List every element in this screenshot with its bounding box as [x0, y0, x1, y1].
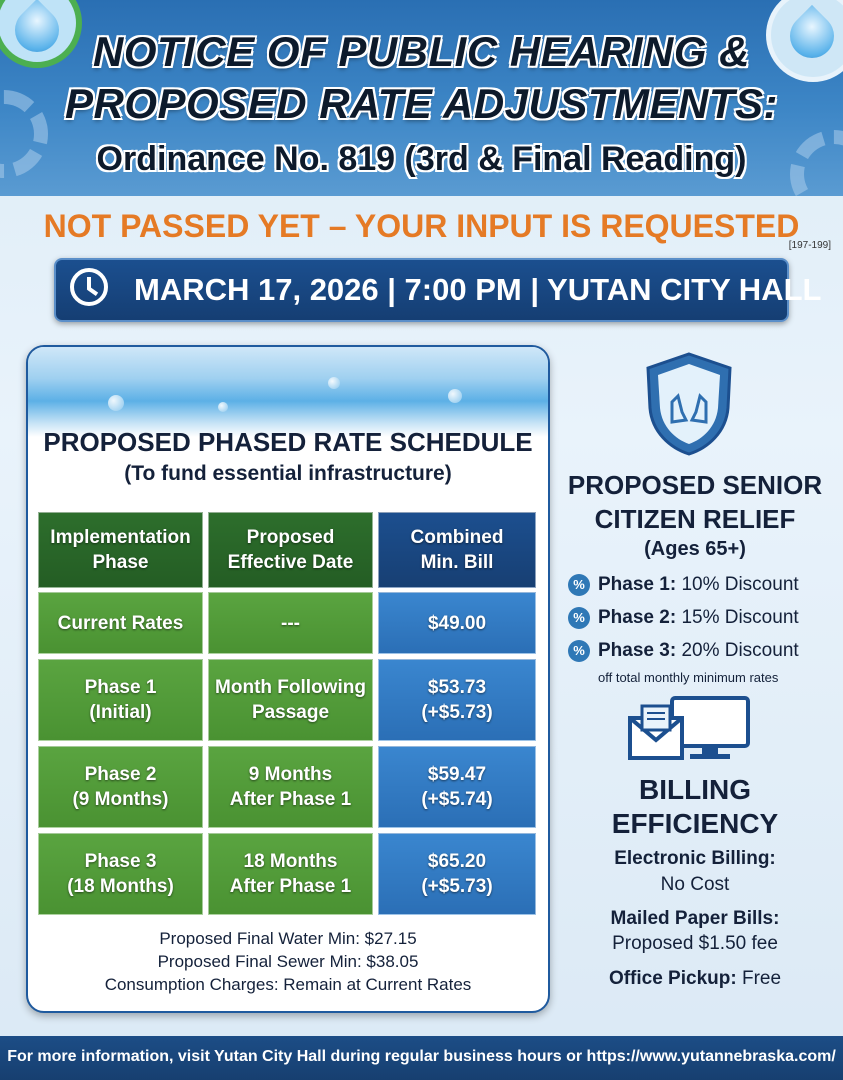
table-cell: Current Rates — [38, 592, 203, 654]
senior-discount-note: off total monthly minimum rates — [598, 670, 779, 685]
senior-phase-1 — [568, 574, 799, 596]
footer-info: For more information, visit Yutan City Hall during regular business hours or https://www.yutannebraska.com/ — [7, 1048, 836, 1065]
table-cell: $59.47 (+$5.74) — [378, 746, 536, 828]
senior-title-line-2: CITIZEN RELIEF — [594, 504, 796, 534]
senior-phase-label: Phase 1: — [598, 574, 677, 596]
shield-hands-icon — [642, 352, 736, 456]
sewer-min-note: Proposed Final Sewer Min: $38.05 — [157, 952, 419, 971]
footer-bar — [0, 1036, 843, 1080]
header-banner — [0, 0, 843, 196]
percent-icon: % — [568, 640, 590, 662]
title-line-2: PROPOSED RATE ADJUSTMENTS: — [64, 80, 779, 127]
electronic-billing-value: No Cost — [660, 874, 730, 895]
hearing-details: MARCH 17, 2026 | 7:00 PM | YUTAN CITY HALL — [134, 272, 822, 307]
table-cell: --- — [208, 592, 373, 654]
rate-schedule-card — [26, 345, 550, 1013]
senior-phase-label: Phase 2: — [598, 607, 677, 629]
table-cell: $65.20 (+$5.73) — [378, 833, 536, 915]
schedule-title: PROPOSED PHASED RATE SCHEDULE — [43, 427, 533, 457]
mailed-bills-value: Proposed $1.50 fee — [612, 933, 778, 954]
table-cell: Phase 1 (Initial) — [38, 659, 203, 741]
bubble — [328, 377, 340, 389]
senior-phase-value: 20% Discount — [681, 640, 799, 662]
table-cell: $53.73 (+$5.73) — [378, 659, 536, 741]
wave-decoration — [28, 347, 548, 437]
ordinance-title: Ordinance No. 819 (3rd & Final Reading) — [96, 140, 747, 178]
billing-title-line-1: BILLING — [639, 774, 751, 805]
status-banner: NOT PASSED YET – YOUR INPUT IS REQUESTED — [43, 208, 800, 244]
senior-phase-value: 15% Discount — [681, 607, 799, 629]
table-cell: Month Following Passage — [208, 659, 373, 741]
envelope-monitor-icon — [628, 696, 758, 766]
citation: [197-199] — [788, 240, 831, 251]
senior-title-line-1: PROPOSED SENIOR — [567, 470, 823, 500]
bubble — [108, 395, 124, 411]
senior-phase-value: 10% Discount — [681, 574, 799, 596]
bubble — [218, 402, 228, 412]
schedule-subtitle: (To fund essential infrastructure) — [124, 462, 452, 485]
electronic-billing-label: Electronic Billing: — [614, 848, 776, 869]
table-header-bill: Combined Min. Bill — [378, 512, 536, 588]
table-cell: 18 Months After Phase 1 — [208, 833, 373, 915]
table-header-date: Proposed Effective Date — [208, 512, 373, 588]
senior-phase-3 — [568, 640, 799, 662]
percent-icon: % — [568, 574, 590, 596]
title-line-1: NOTICE OF PUBLIC HEARING & — [92, 28, 750, 75]
table-header-phase: Implementation Phase — [38, 512, 203, 588]
clock-icon — [70, 268, 108, 306]
mailed-bills-label: Mailed Paper Bills: — [610, 908, 780, 929]
billing-title-line-2: EFFICIENCY — [611, 808, 779, 839]
consumption-note: Consumption Charges: Remain at Current Rates — [104, 975, 472, 994]
percent-icon: % — [568, 607, 590, 629]
table-cell: Phase 3 (18 Months) — [38, 833, 203, 915]
table-cell: 9 Months After Phase 1 — [208, 746, 373, 828]
water-min-note: Proposed Final Water Min: $27.15 — [159, 929, 417, 948]
office-pickup: Office Pickup: Free — [608, 968, 782, 989]
table-cell: Phase 2 (9 Months) — [38, 746, 203, 828]
hearing-bar — [54, 258, 822, 322]
senior-phase-2 — [568, 607, 799, 629]
bubble — [448, 389, 462, 403]
table-cell: $49.00 — [378, 592, 536, 654]
senior-ages: (Ages 65+) — [644, 538, 746, 560]
senior-phase-label: Phase 3: — [598, 640, 677, 662]
